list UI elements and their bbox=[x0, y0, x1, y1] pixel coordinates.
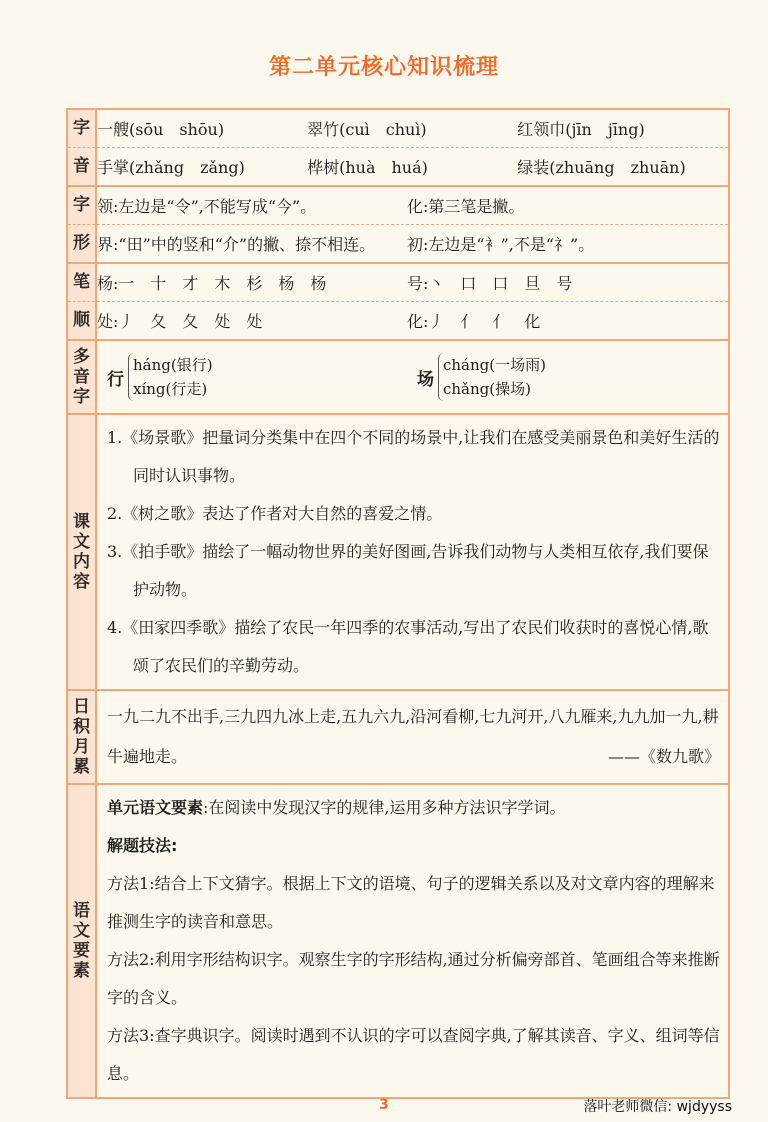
shape-note: 界:“田”中的竖和“介”的撇、捺不相连。 bbox=[97, 235, 376, 254]
bi-shun-label: 笔 顺 bbox=[67, 263, 96, 340]
text-summary-item: 3.《拍手歌》描绘了一幅动物世界的美好图画,告诉我们动物与人类相互依存,我们要保护动物。 bbox=[107, 542, 709, 599]
stroke-order: 号:丶 口 口 旦 号 bbox=[407, 274, 573, 293]
zi-yin-label: 字 音 bbox=[67, 109, 96, 186]
pinyin-item: 桦树(huà huá) bbox=[307, 158, 428, 177]
stroke-order: 化:丿 亻 亻 化 bbox=[407, 312, 541, 331]
duo-yin-label: 多音字 bbox=[67, 340, 96, 414]
pinyin-item: 手掌(zhǎng zǎng) bbox=[97, 158, 245, 177]
shape-note: 领:左边是“令”,不能写成“今”。 bbox=[97, 197, 317, 216]
zi-xing-label: 字 形 bbox=[67, 186, 96, 263]
element-text: :在阅读中发现汉字的规律,运用多种方法识字学词。 bbox=[203, 798, 566, 817]
knowledge-table bbox=[66, 108, 730, 1099]
watermark: 落叶老师微信: wjdyyss bbox=[583, 1099, 732, 1115]
yu-wen-label: 语文要素 bbox=[67, 784, 96, 1098]
ke-wen-label: 课文内容 bbox=[67, 414, 96, 690]
element-heading: 单元语文要素 bbox=[107, 798, 204, 817]
zi-xing-row bbox=[67, 186, 729, 263]
stroke-order: 杨:一 十 才 木 杉 杨 杨 bbox=[97, 274, 327, 293]
accumulation-source: ——《数九歌》 bbox=[607, 747, 720, 766]
stroke-order: 处:丿 夂 夂 处 处 bbox=[97, 312, 263, 331]
zi-yin-row bbox=[67, 109, 729, 186]
page-number: 3 bbox=[379, 1097, 389, 1113]
pinyin-item: 绿装(zhuāng zhuān) bbox=[517, 158, 686, 177]
yu-wen-row bbox=[67, 784, 729, 1098]
accumulation-text: 一九二九不出手,三九四九冰上走,五九六九,沿河看柳,七九河开,八九雁来,九九加一九,耕牛遍地走。 bbox=[107, 707, 719, 766]
method-item: 方法3:查字典识字。阅读时遇到不认识的字可以查阅字典,了解其读音、字义、组词等信息。 bbox=[107, 1026, 720, 1083]
ri-ji-row bbox=[67, 690, 729, 784]
method-item: 方法2:利用字形结构识字。观察生字的字形结构,通过分析偏旁部首、笔画组合等来推断字的含义。 bbox=[107, 950, 720, 1007]
pinyin-item: 一艘(sōu shōu) bbox=[97, 120, 225, 139]
shape-note: 化:第三笔是撇。 bbox=[407, 197, 525, 216]
page-title: 第二单元核心知识梳理 bbox=[268, 55, 499, 80]
text-summary-item: 2.《树之歌》表达了作者对大自然的喜爱之情。 bbox=[107, 504, 443, 523]
bi-shun-row bbox=[67, 263, 729, 340]
skill-heading: 解题技法: bbox=[107, 836, 178, 855]
text-summary-item: 4.《田家四季歌》描绘了农民一年四季的农事活动,写出了农民们收获时的喜悦心情,歌颂了农民们的辛勤劳动。 bbox=[107, 618, 709, 675]
pinyin-item: 翠竹(cuì chuì) bbox=[307, 120, 427, 139]
duo-yin-row bbox=[67, 340, 729, 414]
polyphone-group: 场 cháng(一场雨) chǎng(操场) bbox=[417, 353, 727, 401]
shape-note: 初:左边是“衤”,不是“礻”。 bbox=[407, 235, 595, 254]
polyphone-group: 行 háng(银行) xíng(行走) bbox=[107, 353, 417, 401]
pinyin-item: 红领巾(jīn jīng) bbox=[517, 120, 645, 139]
text-summary-item: 1.《场景歌》把量词分类集中在四个不同的场景中,让我们在感受美丽景色和美好生活的同时认识事物。 bbox=[107, 428, 720, 485]
ke-wen-row bbox=[67, 414, 729, 690]
ri-ji-label: 日积月累 bbox=[67, 690, 96, 784]
method-item: 方法1:结合上下文猜字。根据上下文的语境、句子的逻辑关系以及对文章内容的理解来推测生字的读音和意思。 bbox=[107, 874, 715, 931]
